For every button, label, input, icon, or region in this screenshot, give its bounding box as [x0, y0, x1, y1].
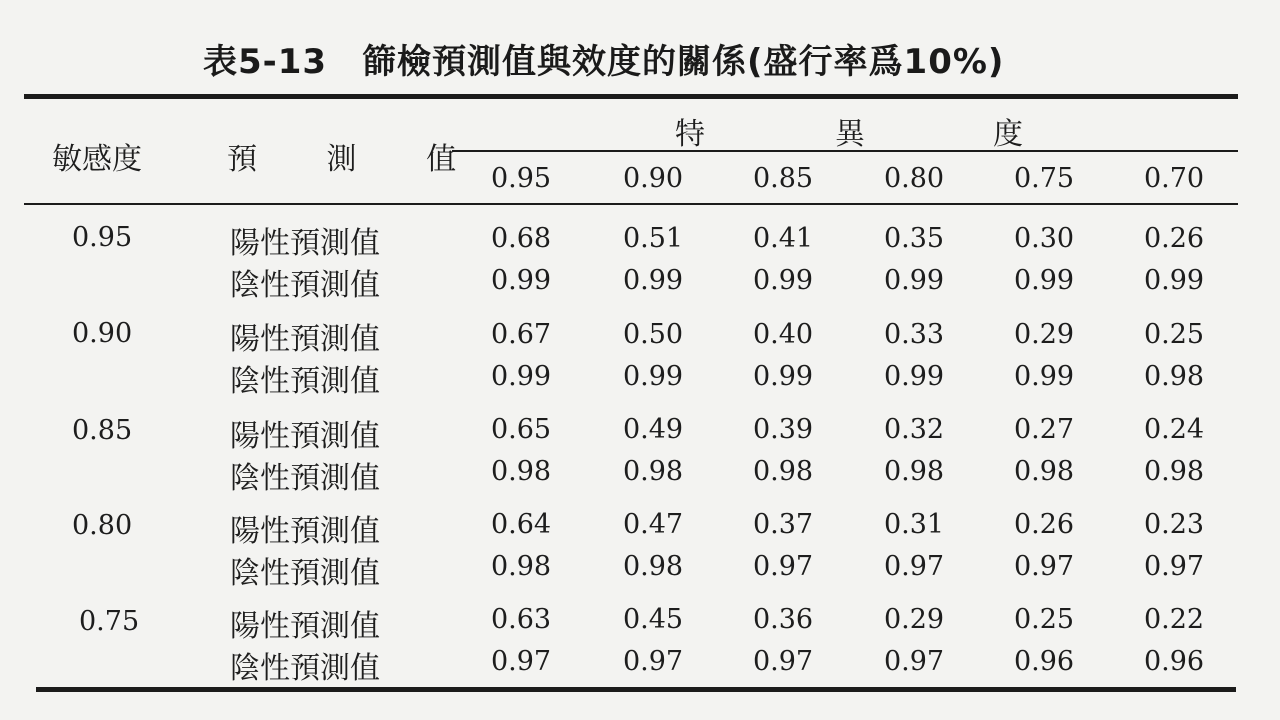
table-cell: 0.99: [1013, 361, 1075, 392]
table-cell: 0.47: [622, 509, 684, 540]
negative-predictive-label: 陰性預測值: [230, 461, 380, 496]
table-cell: 0.67: [490, 319, 552, 350]
table-cell: 0.98: [1143, 456, 1205, 487]
table-cell: 0.97: [490, 646, 552, 677]
table-cell: 0.22: [1143, 604, 1205, 635]
table-cell: 0.97: [1013, 551, 1075, 582]
table-cell: 0.99: [490, 361, 552, 392]
positive-predictive-label: 陽性預測值: [230, 322, 380, 357]
table-cell: 0.63: [490, 604, 552, 635]
specificity-value: 0.80: [883, 163, 945, 194]
table-cell: 0.98: [490, 551, 552, 582]
positive-predictive-label: 陽性預測值: [230, 514, 380, 549]
table-cell: 0.99: [622, 361, 684, 392]
predictive-value-header: 預 測 值: [227, 142, 487, 177]
table-cell: 0.39: [752, 414, 814, 445]
table-cell: 0.96: [1143, 646, 1205, 677]
specificity-header-char: 特: [675, 117, 705, 152]
sensitivity-header: 敏感度: [52, 142, 142, 177]
table-cell: 0.29: [883, 604, 945, 635]
header-bottom-rule: [24, 203, 1238, 205]
sensitivity-value: 0.75: [79, 606, 140, 637]
specificity-value: 0.75: [1013, 163, 1075, 194]
specificity-value: 0.95: [490, 163, 552, 194]
table-cell: 0.65: [490, 414, 552, 445]
positive-predictive-label: 陽性預測值: [230, 419, 380, 454]
table-cell: 0.26: [1013, 509, 1075, 540]
negative-predictive-label: 陰性預測值: [230, 268, 380, 303]
table-cell: 0.49: [622, 414, 684, 445]
table-cell: 0.24: [1143, 414, 1205, 445]
table-cell: 0.25: [1013, 604, 1075, 635]
specificity-value: 0.70: [1143, 163, 1205, 194]
sensitivity-value: 0.90: [72, 318, 133, 349]
table-cell: 0.68: [490, 223, 552, 254]
table-cell: 0.99: [752, 361, 814, 392]
table-cell: 0.30: [1013, 223, 1075, 254]
table-cell: 0.50: [622, 319, 684, 350]
table-cell: 0.97: [883, 646, 945, 677]
negative-predictive-label: 陰性預測值: [230, 364, 380, 399]
table-cell: 0.97: [752, 646, 814, 677]
sensitivity-value: 0.85: [72, 415, 133, 446]
table-cell: 0.99: [752, 265, 814, 296]
table-cell: 0.40: [752, 319, 814, 350]
table-cell: 0.64: [490, 509, 552, 540]
table-cell: 0.99: [883, 361, 945, 392]
table-cell: 0.32: [883, 414, 945, 445]
table-cell: 0.36: [752, 604, 814, 635]
table-cell: 0.97: [752, 551, 814, 582]
table-cell: 0.31: [883, 509, 945, 540]
table-cell: 0.23: [1143, 509, 1205, 540]
top-rule: [24, 94, 1238, 99]
table-cell: 0.97: [622, 646, 684, 677]
table-cell: 0.41: [752, 223, 814, 254]
positive-predictive-label: 陽性預測值: [230, 609, 380, 644]
table-cell: 0.98: [622, 551, 684, 582]
table-cell: 0.35: [883, 223, 945, 254]
table-cell: 0.29: [1013, 319, 1075, 350]
table-cell: 0.96: [1013, 646, 1075, 677]
specificity-value: 0.90: [622, 163, 684, 194]
table-cell: 0.98: [752, 456, 814, 487]
table-cell: 0.99: [883, 265, 945, 296]
table-cell: 0.45: [622, 604, 684, 635]
table-cell: 0.98: [622, 456, 684, 487]
table-cell: 0.97: [883, 551, 945, 582]
table-cell: 0.33: [883, 319, 945, 350]
negative-predictive-label: 陰性預測值: [230, 556, 380, 591]
table-caption: 篩檢預測值與效度的關係(盛行率爲10%): [362, 42, 1005, 82]
sensitivity-value: 0.80: [72, 510, 133, 541]
table-cell: 0.25: [1143, 319, 1205, 350]
table-cell: 0.98: [883, 456, 945, 487]
table-cell: 0.98: [1013, 456, 1075, 487]
table-cell: 0.99: [490, 265, 552, 296]
table-number: 表5-13: [203, 42, 328, 82]
sensitivity-value: 0.95: [72, 222, 133, 253]
table-cell: 0.99: [622, 265, 684, 296]
specificity-header-char: 度: [993, 117, 1023, 152]
table-cell: 0.99: [1143, 265, 1205, 296]
specificity-value: 0.85: [752, 163, 814, 194]
table-title: [0, 26, 1280, 86]
table-cell: 0.98: [490, 456, 552, 487]
negative-predictive-label: 陰性預測值: [230, 651, 380, 686]
positive-predictive-label: 陽性預測值: [230, 226, 380, 261]
table-cell: 0.98: [1143, 361, 1205, 392]
table-cell: 0.26: [1143, 223, 1205, 254]
table-cell: 0.99: [1013, 265, 1075, 296]
specificity-header-char: 異: [835, 117, 865, 152]
table-cell: 0.51: [622, 223, 684, 254]
bottom-rule: [36, 687, 1236, 692]
table-cell: 0.27: [1013, 414, 1075, 445]
table-cell: 0.97: [1143, 551, 1205, 582]
table-cell: 0.37: [752, 509, 814, 540]
